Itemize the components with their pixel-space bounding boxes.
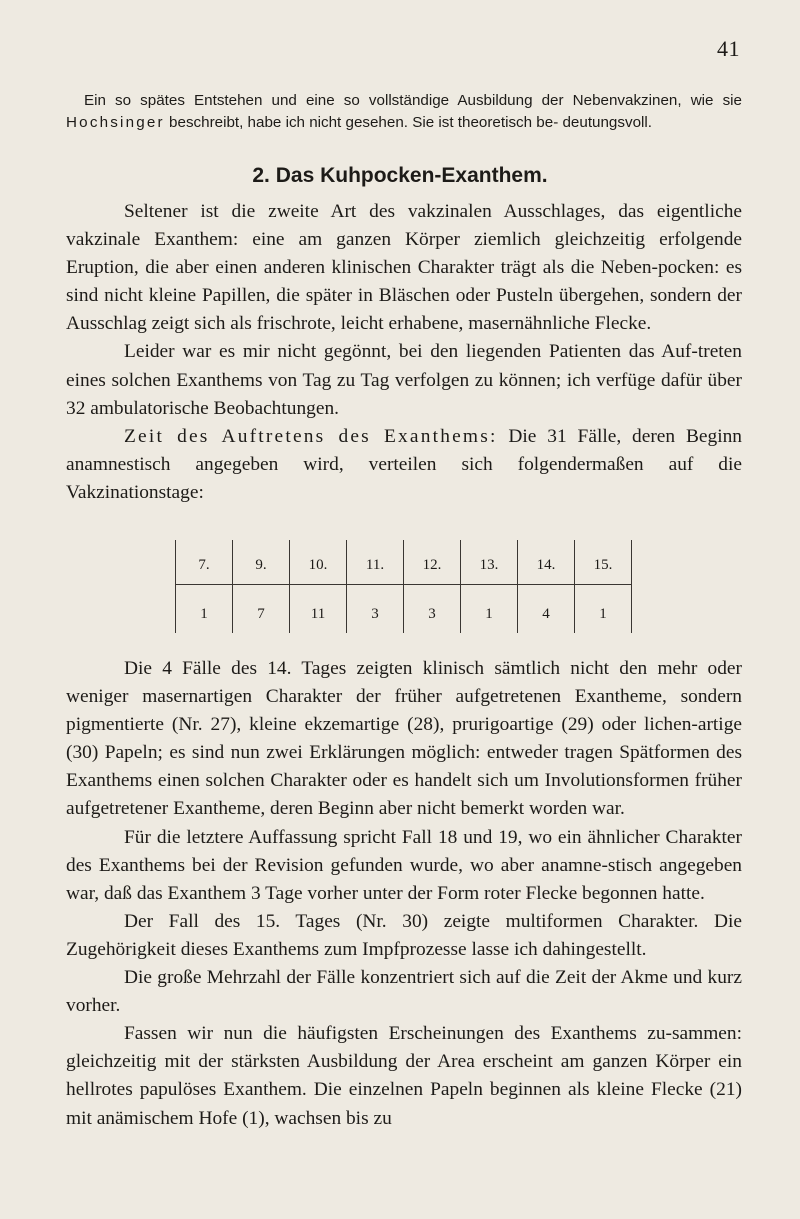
day-cell: 9. xyxy=(233,540,290,585)
section-heading: 2. Das Kuhpocken-Exanthem. xyxy=(252,164,548,187)
case-count-cell: 1 xyxy=(176,585,233,634)
table-row-cases xyxy=(176,585,632,634)
paragraph-3-rest: Die 31 Fälle, deren Beginn anamnestisch angegeben wird, verteilen sich folgendermaßen auf die Vakzinationstage: xyxy=(66,425,742,503)
day-cell: 10. xyxy=(290,540,347,585)
day-cell: 14. xyxy=(518,540,575,585)
paragraph-2: Leider war es mir nicht gegönnt, bei den liegenden Patienten das Auf-treten eines solchen Exanthems von Tag zu Tag verfolgen zu können; ich verfüge dafür über 32 ambulatorische Beobachtungen. xyxy=(66,341,742,419)
distribution-table xyxy=(175,540,632,633)
day-cell: 12. xyxy=(404,540,461,585)
case-count-cell: 7 xyxy=(233,585,290,634)
paragraph-3-lead: Zeit des Auftretens des Exanthems: xyxy=(124,425,498,447)
paragraph-5: Für die letztere Auffassung spricht Fall 18 und 19, wo ein ähnlicher Charakter des Exanthems bei der Revision gefunden wurde, wo aber anamne-stisch angegeben war, daß das Exanthem 3 Tage vorher unter der Form roter Flecke begonnen hatte. xyxy=(66,826,742,904)
paragraph-8: Fassen wir nun die häufigsten Erscheinungen des Exanthems zu-sammen: gleichzeitig mit der stärksten Ausbildung der Area erscheint am ganzen Körper ein hellrotes papulöses Exanthem. Die einzelnen Papeln beginnen als kleine Flecke (21) mit anämischem Hofe (1), wachsen bis zu xyxy=(66,1023,742,1129)
page-number: 41 xyxy=(717,36,740,61)
day-cell: 15. xyxy=(575,540,632,585)
case-count-cell: 3 xyxy=(347,585,404,634)
paragraph-7: Die große Mehrzahl der Fälle konzentriert sich auf die Zeit der Akme und kurz vorher. xyxy=(66,967,742,1017)
body-text-before-table xyxy=(66,198,742,507)
table-row-days xyxy=(176,540,632,585)
case-count-cell: 4 xyxy=(518,585,575,634)
author-name: Hochsinger xyxy=(66,113,165,131)
intro-line-1: Ein so spätes Entstehen und eine so vollständige Ausbildung der Nebenvakzinen, xyxy=(84,92,682,109)
paragraph-3 xyxy=(66,423,742,507)
intro-line-2-post: beschreibt, habe ich nicht gesehen. Sie ist theoretisch be- xyxy=(164,113,559,131)
day-cell: 7. xyxy=(176,540,233,585)
intro-line-3: deutungsvoll. xyxy=(562,113,652,131)
day-cell: 13. xyxy=(461,540,518,585)
case-count-cell: 11 xyxy=(290,585,347,634)
intro-paragraph xyxy=(66,90,742,133)
case-count-cell: 3 xyxy=(404,585,461,634)
paragraph-6: Der Fall des 15. Tages (Nr. 30) zeigte multiformen Charakter. Die Zugehörigkeit dieses Exanthems zum Impfprozesse lasse ich dahingestellt. xyxy=(66,910,742,960)
day-cell: 11. xyxy=(347,540,404,585)
paragraph-4: Die 4 Fälle des 14. Tages zeigten klinisch sämtlich nicht den mehr oder weniger masernartigen Charakter der früher aufgetretenen Exantheme, sondern pigmentierte (Nr. 27), kleine ekzemartige (28), prurigoartige (29) oder lichen-artige (30) Papeln; es sind nun zwei Erklärungen möglich: entweder tragen Spätformen des Exanthems einen solchen Charakter oder es handelt sich um Involutionsformen früher aufgetretener Exantheme, deren Beginn aber nicht bemerkt worden war. xyxy=(66,658,742,820)
intro-line-2-pre: wie sie xyxy=(690,92,742,109)
paragraph-1: Seltener ist die zweite Art des vakzinalen Ausschlages, das eigentliche vakzinale Exanthem: eine am ganzen Körper ziemlich gleichzeitig erfolgende Eruption, die aber einen anderen klinischen Charakter trägt als die Neben-pocken: es sind nicht kleine Papillen, die später in Bläschen oder Pusteln übergehen, sondern der Ausschlag zeigt sich als frischrote, leicht erhabene, masernähnliche Flecke. xyxy=(66,201,742,335)
case-count-cell: 1 xyxy=(461,585,518,634)
case-count-cell: 1 xyxy=(575,585,632,634)
body-text-after-table xyxy=(66,655,742,1133)
